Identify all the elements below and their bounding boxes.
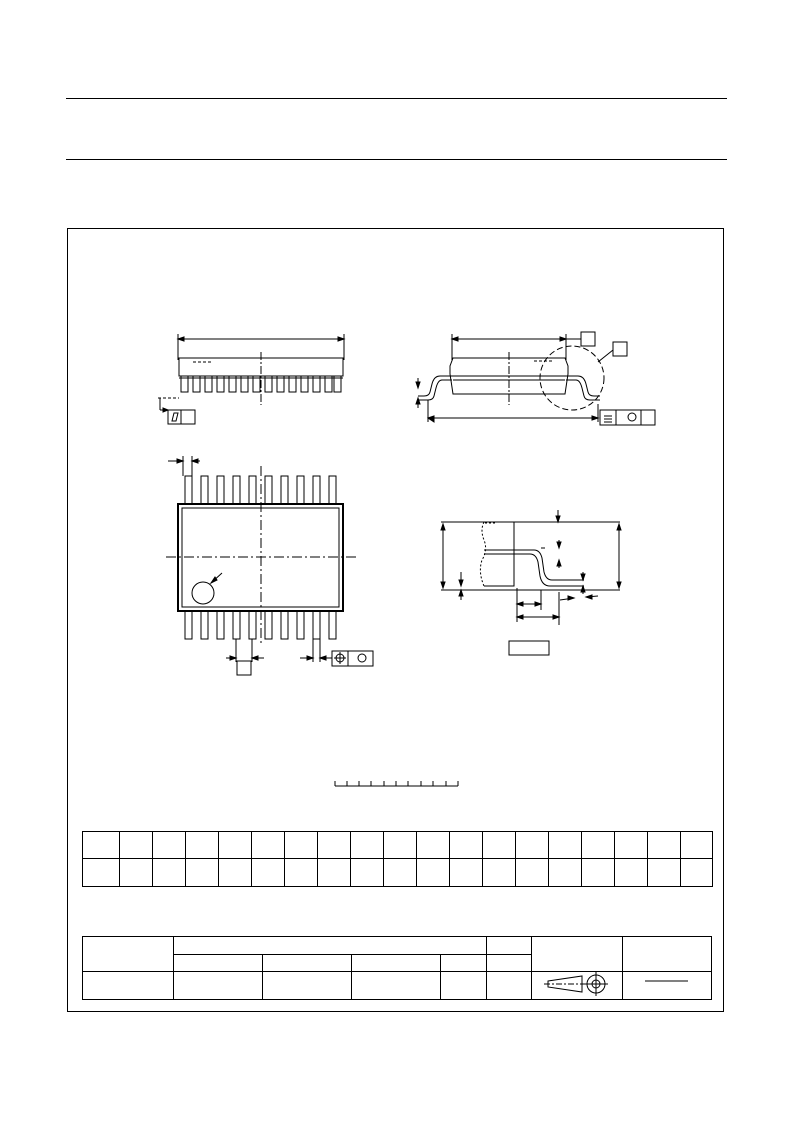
- detail-x-box: [613, 342, 627, 356]
- scale-bar: [335, 781, 458, 786]
- side-view-long: [158, 334, 344, 424]
- top-view: [166, 456, 373, 675]
- outline-value-row: [83, 972, 712, 1000]
- outline-version-table: [82, 936, 712, 1000]
- detail-x-view: [441, 510, 621, 655]
- datum-box-b: [237, 661, 251, 675]
- dimensions-header-row: [83, 832, 713, 859]
- outline-header-row: [83, 937, 712, 955]
- dimensions-value-row: [83, 859, 713, 887]
- side-view-short: [416, 332, 655, 425]
- detail-label-box: [509, 641, 549, 655]
- datum-box-a: [581, 332, 595, 346]
- dimensions-table: [82, 831, 713, 887]
